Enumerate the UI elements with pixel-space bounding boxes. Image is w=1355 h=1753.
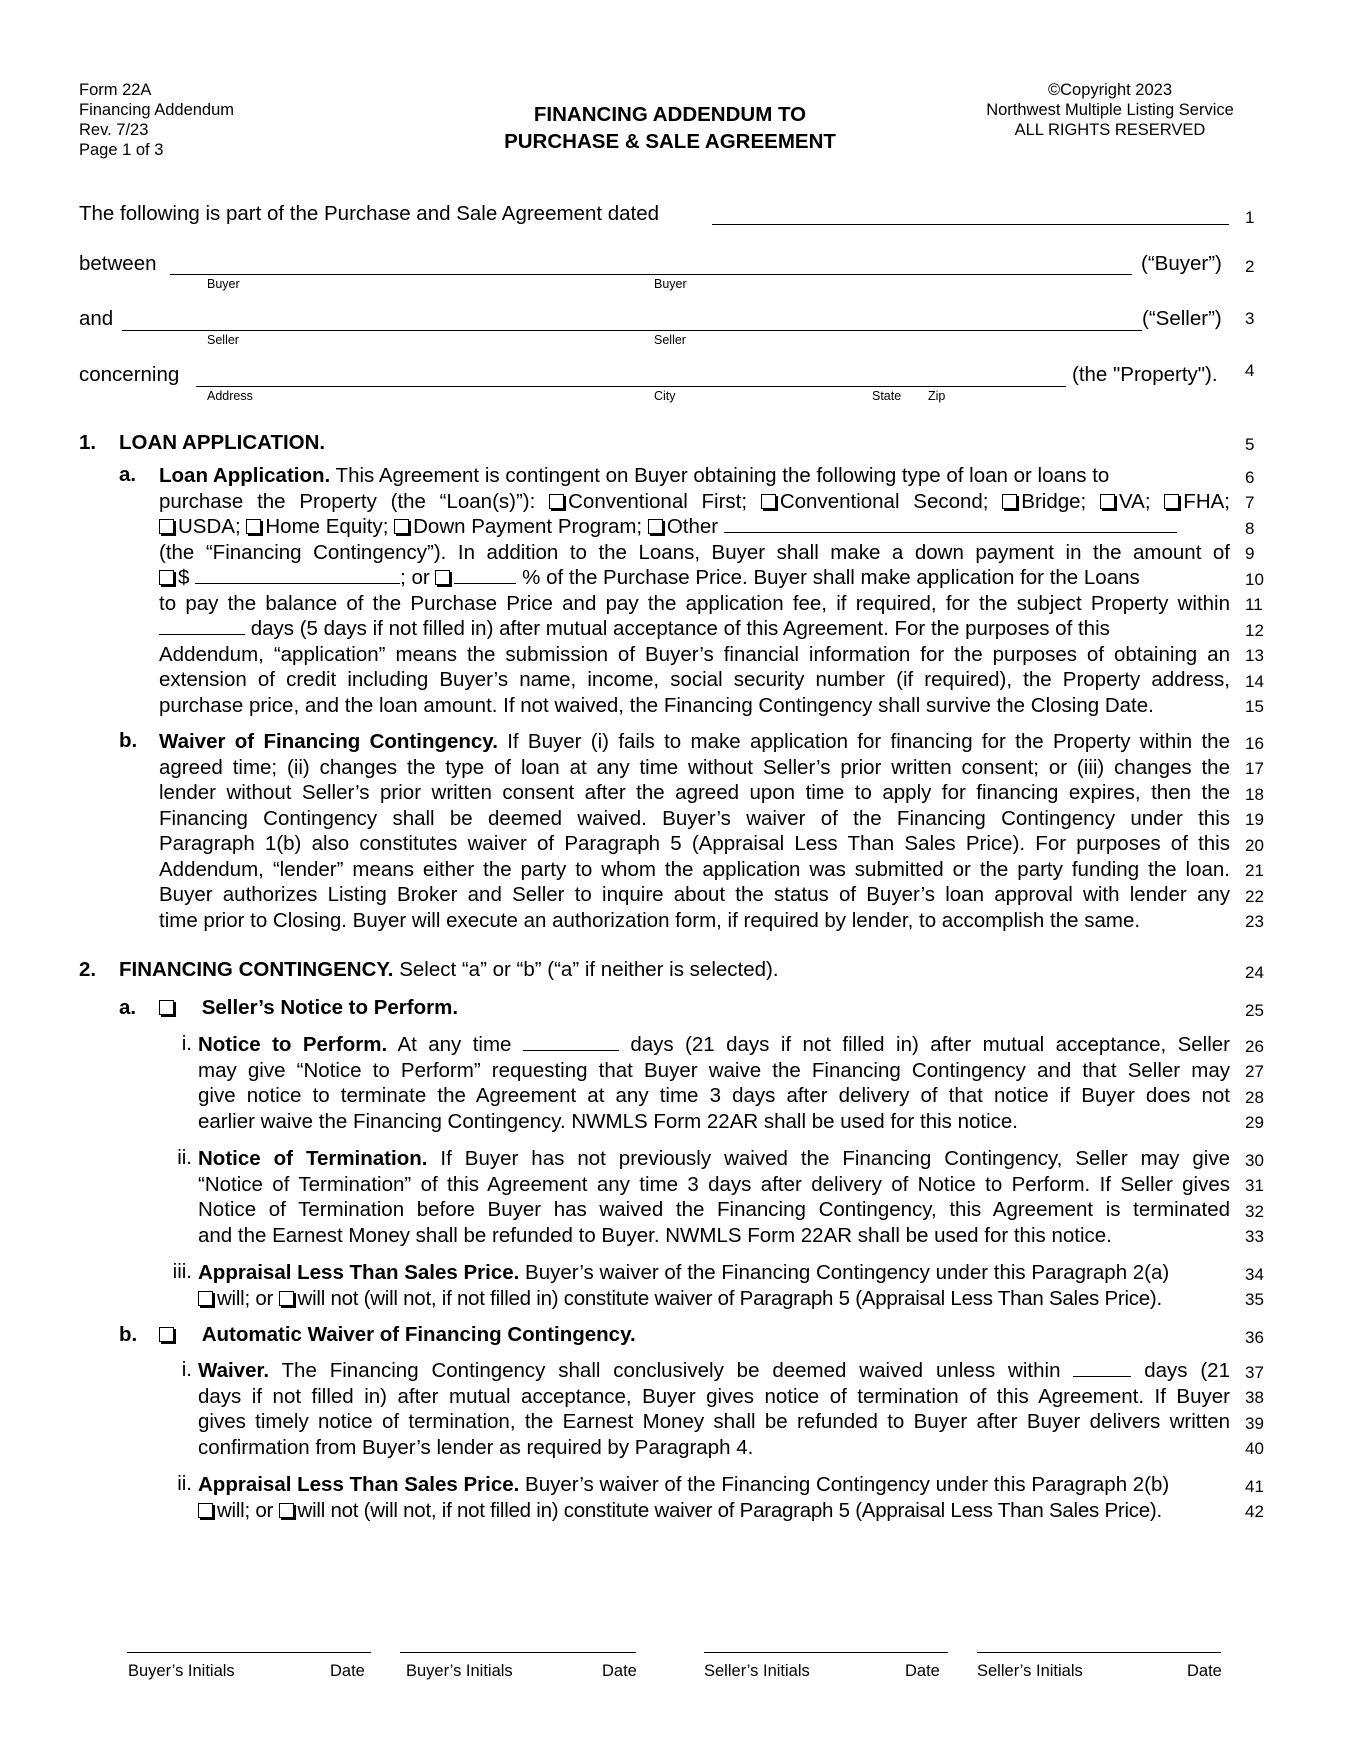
line-number: 24: [1245, 963, 1264, 982]
s1a-title: Loan Application.: [159, 464, 331, 487]
checkbox-other[interactable]: [648, 519, 663, 534]
copyright-block: [950, 80, 1270, 140]
section-2-title: FINANCING CONTINGENCY.: [119, 958, 394, 981]
section-2aii-marker: ii.: [177, 1146, 192, 1169]
checkbox-va[interactable]: [1100, 494, 1115, 509]
seller-caption-2: Seller: [654, 333, 686, 347]
property-suffix: (the "Property").: [1072, 363, 1218, 386]
title-line-1: FINANCING ADDENDUM TO: [533, 103, 807, 126]
seller-initials-label-2: Seller’s Initials: [977, 1662, 1083, 1680]
section-2a-heading: [159, 996, 458, 1020]
checkbox-2b-will[interactable]: [198, 1503, 213, 1518]
s1a-line-4: (the “Financing Contingency”). In addition to the Loans, Buyer shall make a down payment in the amount of: [159, 540, 1230, 564]
checkbox-conventional-second[interactable]: [761, 494, 776, 509]
checkbox-2a-will[interactable]: [198, 1291, 213, 1306]
section-2aiii-marker: iii.: [172, 1260, 192, 1283]
form-name: Financing Addendum: [79, 101, 235, 119]
line-number: 38: [1245, 1388, 1264, 1407]
buyer-initials-field-1[interactable]: [127, 1652, 371, 1653]
section-1-number: 1.: [79, 431, 97, 454]
line-number: 39: [1245, 1414, 1264, 1433]
seller-initials-field-1[interactable]: [704, 1652, 948, 1653]
s1a-line-9: extension of credit including Buyer’s name, income, social security number (if required), the Property address,: [159, 668, 1230, 691]
notice-to-perform-days-field[interactable]: [523, 1033, 619, 1051]
date-label-2: Date: [602, 1662, 637, 1680]
section-2bii-paragraph: Appraisal Less Than Sales Price. Buyer’s waiver of the Financing Contingency under this Paragraph 2(b) will; or will not (will not, if not filled in) constitute waiver of Paragraph 5 (Appraisal Less Than Sales Price).: [198, 1473, 1170, 1522]
checkbox-bridge[interactable]: [1002, 494, 1017, 509]
zip-caption: Zip: [928, 389, 946, 403]
line-number: 23: [1245, 912, 1264, 931]
line-number: 5: [1245, 435, 1255, 454]
buyer-initials-label-1: Buyer’s Initials: [128, 1662, 235, 1680]
line-number: 42: [1245, 1502, 1264, 1521]
seller-suffix: (“Seller”): [1142, 307, 1222, 330]
document-title: [420, 101, 920, 155]
line-number: 3: [1245, 309, 1255, 328]
page-indicator: Page 1 of 3: [79, 141, 164, 159]
section-2aiii-paragraph: Appraisal Less Than Sales Price. Buyer’s waiver of the Financing Contingency under this Paragraph 2(a) will; or will not (will not, if not filled in) constitute waiver of Paragraph 5 (Appraisal Less Than Sales Price).: [198, 1261, 1170, 1310]
line-number: 21: [1245, 861, 1264, 880]
checkbox-option-2a[interactable]: [159, 1000, 174, 1015]
line-number: 19: [1245, 810, 1264, 829]
line-number: 9: [1245, 544, 1255, 563]
line-number: 31: [1245, 1176, 1264, 1195]
line-number: 6: [1245, 468, 1255, 487]
property-address-field[interactable]: [196, 386, 1066, 387]
s1a-line-1: Loan Application. This Agreement is contingent on Buyer obtaining the following type of loan or loans to: [159, 464, 1110, 487]
form-revision: Rev. 7/23: [79, 121, 149, 139]
section-2aii-paragraph: Notice of Termination. If Buyer has not previously waived the Financing Contingency, Seller may give “Notice of Termination” of this Agreement any time 3 days after delivery of Notice to Perform. If Seller gives Notice of Termination before Buyer has waived the Financing Contingency, this Agreement is terminated and the Earnest Money shall be refunded to Buyer. NWMLS Form 22AR shall be used for this notice.: [198, 1147, 1230, 1247]
line-number: 2: [1245, 257, 1255, 276]
section-1b-marker: b.: [119, 729, 138, 752]
s1a-line-7: days (5 days if not filled in) after mutual acceptance of this Agreement. For the purposes of this: [159, 616, 1230, 642]
buyer-names-field[interactable]: [170, 274, 1132, 275]
down-payment-percent-field[interactable]: [454, 566, 516, 584]
between-label: between: [79, 252, 157, 275]
seller-initials-label-1: Seller’s Initials: [704, 1662, 810, 1680]
line-number: 40: [1245, 1439, 1264, 1458]
section-2b-title: Automatic Waiver of Financing Contingency.: [201, 1323, 636, 1346]
line-number: 14: [1245, 672, 1264, 691]
checkbox-down-payment-program[interactable]: [394, 519, 409, 534]
buyer-initials-field-2[interactable]: [400, 1652, 636, 1653]
seller-caption-1: Seller: [207, 333, 239, 347]
section-2ai-paragraph: Notice to Perform. At any time days (21 days if not filled in) after mutual acceptance, Seller may give “Notice to Perform” requesting that Buyer waive the Financing Contingency and that Seller may give notice to terminate the Agreement at any time 3 days after delivery of that notice if Buyer does not earlier waive the Financing Contingency. NWMLS Form 22AR shall be used for this notice.: [198, 1033, 1230, 1133]
line-number: 13: [1245, 646, 1264, 665]
waiver-days-field[interactable]: [1073, 1359, 1131, 1377]
checkbox-usda[interactable]: [159, 519, 174, 534]
section-2a-title: Seller’s Notice to Perform.: [201, 996, 459, 1019]
checkbox-down-payment-amount[interactable]: [159, 570, 174, 585]
section-2a-marker: a.: [119, 996, 137, 1019]
line-number: 10: [1245, 570, 1264, 589]
line-number: 18: [1245, 785, 1264, 804]
line-number: 37: [1245, 1363, 1264, 1382]
buyer-caption-2: Buyer: [654, 277, 687, 291]
dated-label: The following is part of the Purchase and Sale Agreement dated: [79, 202, 660, 225]
section-2bi-marker: i.: [181, 1358, 192, 1381]
application-days-field[interactable]: [159, 617, 245, 635]
publisher: Northwest Multiple Listing Service: [986, 101, 1234, 119]
line-number: 22: [1245, 887, 1264, 906]
section-1a-paragraph: [159, 463, 1230, 718]
s1a-line-10: purchase price, and the loan amount. If not waived, the Financing Contingency shall survive the Closing Date.: [159, 693, 1154, 717]
checkbox-home-equity[interactable]: [246, 519, 261, 534]
date-label-1: Date: [330, 1662, 365, 1680]
title-line-2: PURCHASE & SALE AGREEMENT: [504, 130, 836, 153]
form-number: Form 22A: [79, 81, 152, 99]
section-1-title: LOAN APPLICATION.: [119, 431, 326, 454]
line-number: 35: [1245, 1290, 1264, 1309]
section-2ai-marker: i.: [181, 1032, 192, 1055]
buyer-suffix: (“Buyer”): [1141, 252, 1222, 275]
section-2b-marker: b.: [119, 1323, 138, 1346]
rights: ALL RIGHTS RESERVED: [1014, 121, 1206, 139]
other-loan-type-field[interactable]: [724, 515, 1177, 533]
section-2-heading: [79, 958, 779, 982]
concerning-label: concerning: [79, 363, 180, 386]
down-payment-amount-field[interactable]: [195, 566, 400, 584]
agreement-date-field[interactable]: [712, 224, 1229, 225]
form-info: [79, 80, 234, 160]
section-1b-paragraph: Waiver of Financing Contingency. If Buyer (i) fails to make application for financing for the Property within the agreed time; (ii) changes the type of loan at any time without Seller’s prior written consent; or (iii) changes the lender without Seller’s prior written consent after the agreed upon time to apply for financing expires, then the Financing Contingency shall be deemed waived. Buyer’s waiver of the Financing Contingency under this Paragraph 1(b) also constitutes waiver of Paragraph 5 (Appraisal Less Than Sales Price). For purposes of this Addendum, “lender” means either the party to whom the application was submitted or the party funding the loan. Buyer authorizes Listing Broker and Seller to inquire about the status of Buyer’s loan approval with lender any time prior to Closing. Buyer will execute an authorization form, if required by lender, to accomplish the same.: [159, 730, 1230, 932]
checkbox-2b-will-not[interactable]: [279, 1503, 294, 1518]
section-2-instruction: Select “a” or “b” (“a” if neither is selected).: [399, 958, 779, 981]
line-number: 30: [1245, 1151, 1264, 1170]
line-number: 11: [1245, 595, 1263, 614]
line-number: 29: [1245, 1113, 1264, 1132]
address-caption: Address: [207, 389, 253, 403]
line-number: 27: [1245, 1062, 1264, 1081]
checkbox-option-2b[interactable]: [159, 1327, 174, 1342]
line-number: 20: [1245, 836, 1264, 855]
line-number: 12: [1245, 621, 1264, 640]
checkbox-2a-will-not[interactable]: [279, 1291, 294, 1306]
s1a-line-6: to pay the balance of the Purchase Price and pay the application fee, if required, for the subject Property within: [159, 591, 1230, 615]
section-2-number: 2.: [79, 958, 97, 981]
line-number: 41: [1245, 1477, 1264, 1496]
checkbox-conventional-first[interactable]: [549, 494, 564, 509]
line-number: 17: [1245, 759, 1264, 778]
s1a-line-2: purchase the Property (the “Loan(s)”): Conventional First; Conventional Second; Bridge; VA; FHA;: [159, 489, 1230, 513]
section-1-heading: [79, 431, 326, 455]
s1a-line-3: USDA; Home Equity; Down Payment Program; Other: [159, 514, 1230, 540]
copyright: ©Copyright 2023: [1047, 81, 1173, 99]
line-number: 1: [1245, 208, 1255, 227]
seller-names-field[interactable]: [122, 330, 1142, 331]
line-number: 4: [1245, 361, 1255, 380]
state-caption: State: [872, 389, 902, 403]
city-caption: City: [654, 389, 676, 403]
and-label: and: [79, 307, 114, 330]
line-number: 36: [1245, 1328, 1264, 1347]
s1a-line-5: $ ; or % of the Purchase Price. Buyer shall make application for the Loans: [159, 565, 1230, 591]
section-2bi-paragraph: Waiver. The Financing Contingency shall conclusively be deemed waived unless within days (21 days if not filled in) after mutual acceptance, Buyer gives notice of termination of this Agreement. If Buyer gives timely notice of termination, the Earnest Money shall be refunded to Buyer after Buyer delivers written confirmation from Buyer’s lender as required by Paragraph 4.: [198, 1359, 1230, 1459]
checkbox-down-payment-percent[interactable]: [435, 570, 450, 585]
checkbox-fha[interactable]: [1164, 494, 1179, 509]
line-number: 7: [1245, 493, 1255, 512]
s1b-title: Waiver of Financing Contingency.: [159, 730, 498, 753]
section-2b-heading: [159, 1323, 636, 1347]
s1a-line-8: Addendum, “application” means the submission of Buyer’s financial information for the purposes of obtaining an: [159, 642, 1230, 666]
line-number: 33: [1245, 1227, 1264, 1246]
section-2bii-marker: ii.: [177, 1472, 192, 1495]
buyer-caption-1: Buyer: [207, 277, 240, 291]
line-number: 16: [1245, 734, 1264, 753]
line-number: 28: [1245, 1088, 1264, 1107]
line-number: 25: [1245, 1001, 1264, 1020]
seller-initials-field-2[interactable]: [977, 1652, 1221, 1653]
date-label-3: Date: [905, 1662, 940, 1680]
line-number: 15: [1245, 697, 1264, 716]
line-number: 34: [1245, 1265, 1264, 1284]
line-number: 32: [1245, 1202, 1264, 1221]
buyer-initials-label-2: Buyer’s Initials: [406, 1662, 513, 1680]
line-number: 8: [1245, 519, 1255, 538]
section-1a-marker: a.: [119, 463, 137, 486]
line-number: 26: [1245, 1037, 1264, 1056]
date-label-4: Date: [1187, 1662, 1222, 1680]
